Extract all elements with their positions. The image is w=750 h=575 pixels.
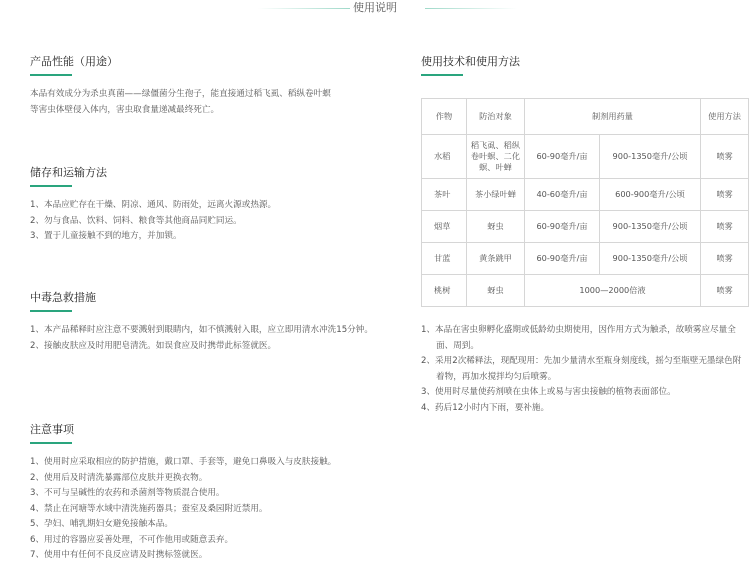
list-item: 7、使用中有任何不良反应请及时携标签就医。 [30, 550, 208, 560]
usage-table [421, 98, 749, 307]
dose-ha-cell: 900-1350毫升/公顷 [600, 243, 701, 275]
performance-line: 本品有效成分为杀虫真菌——绿僵菌分生孢子，能直接通过稻飞虱、稻纵卷叶螟 [30, 89, 331, 99]
crop-cell: 烟草 [422, 211, 467, 243]
table-header-cell: 防治对象 [467, 99, 525, 135]
list-item: 4、禁止在河塘等水域中清洗施药器具；蚕室及桑园附近禁用。 [30, 503, 268, 514]
table-row [422, 275, 749, 307]
method-cell: 喷雾 [701, 179, 749, 211]
pest-cell: 蚜虫 [467, 211, 525, 243]
notes-list [30, 455, 420, 564]
method-cell: 喷雾 [701, 275, 749, 307]
pest-cell: 黄条跳甲 [467, 243, 525, 275]
table-row [422, 135, 749, 179]
performance-text [30, 87, 420, 118]
crop-cell: 甘蓝 [422, 243, 467, 275]
crop-cell: 茶叶 [422, 179, 467, 211]
method-cell: 喷雾 [701, 135, 749, 179]
list-item: 3、不可与呈碱性的农药和杀菌剂等物质混合使用。 [30, 488, 225, 498]
storage-list [30, 198, 420, 245]
dose-mu-cell: 40-60毫升/亩 [525, 179, 600, 211]
list-item: 1、使用时应采取相应的防护措施，戴口罩、手套等，避免口鼻吸入与皮肤接触。 [30, 457, 337, 467]
usage-list [421, 323, 747, 416]
dose-ha-cell: 900-1350毫升/公顷 [600, 211, 701, 243]
table-row [422, 179, 749, 211]
method-cell: 喷雾 [701, 211, 749, 243]
dose-ha-cell: 600-900毫升/公顷 [600, 179, 701, 211]
performance-line: 等害虫体壁侵入体内，害虫取食量递减最终死亡。 [30, 104, 220, 115]
list-item: 1、本品应贮存在干燥、阴凉、通风、防雨处，远离火源或热源。 [30, 200, 277, 210]
page-header [0, 0, 750, 16]
list-item: 3、置于儿童接触不到的地方，并加锁。 [30, 231, 182, 241]
list-item: 2、勿与食品、饮料、饲料、粮食等其他商品同贮同运。 [30, 215, 242, 226]
list-item: 5、孕妇、哺乳期妇女避免接触本品。 [30, 519, 173, 529]
list-item: 1、本产品稀释时应注意不要溅射到眼睛内，如不慎溅射入眼，应立即用清水冲洗15分钟。 [30, 325, 373, 335]
notes-title: 注意事项 [30, 423, 74, 436]
page-title: 使用说明 [353, 1, 397, 14]
list-item: 6、用过的容器应妥善处理，不可作他用或随意丢弃。 [30, 534, 234, 545]
method-cell: 喷雾 [701, 243, 749, 275]
header-divider-right [425, 8, 517, 9]
dose-mu-cell: 60-90毫升/亩 [525, 135, 600, 179]
list-item: 2、使用后及时清洗暴露部位皮肤并更换衣物。 [30, 472, 208, 483]
first-aid-list [30, 323, 402, 354]
table-header-cell: 使用方法 [701, 99, 749, 135]
usage-title: 使用技术和使用方法 [421, 55, 520, 68]
pest-cell: 茶小绿叶蝉 [467, 179, 525, 211]
dose-mu-cell: 60-90毫升/亩 [525, 211, 600, 243]
performance-title: 产品性能（用途） [30, 55, 118, 68]
list-item: 2、接触皮肤应及时用肥皂清洗。如误食应及时携带此标签就医。 [30, 340, 277, 351]
crop-cell: 水稻 [422, 135, 467, 179]
pest-cell: 稻飞虱、稻纵卷叶螟、二化螟、叶蝉 [467, 135, 525, 179]
storage-title: 储存和运输方法 [30, 166, 107, 179]
dilution-cell: 1000—2000倍液 [525, 275, 701, 307]
dose-mu-cell: 60-90毫升/亩 [525, 243, 600, 275]
list-item: 3、使用时尽量使药剂喷在虫体上或易与害虫接触的植物表面部位。 [421, 387, 676, 397]
list-item: 1、本品在害虫卵孵化盛期或低龄幼虫期使用，因作用方式为触杀，故喷雾应尽量全面、周到。 [421, 325, 736, 351]
list-item: 4、药后12小时内下雨，要补施。 [421, 402, 550, 413]
crop-cell: 桃树 [422, 275, 467, 307]
dose-ha-cell: 900-1350毫升/公顷 [600, 135, 701, 179]
table-row [422, 243, 749, 275]
table-header-cell: 制剂用药量 [525, 99, 701, 135]
table-header-row [422, 99, 749, 135]
pest-cell: 蚜虫 [467, 275, 525, 307]
table-row [422, 211, 749, 243]
first-aid-title: 中毒急救措施 [30, 291, 96, 304]
list-item: 2、采用2次稀释法，现配现用：先加少量清水至瓶身刻度线，摇匀至瓶壁无墨绿色附着物，再加水搅拌均匀后喷雾。 [421, 356, 742, 382]
table-header-cell: 作物 [422, 99, 467, 135]
